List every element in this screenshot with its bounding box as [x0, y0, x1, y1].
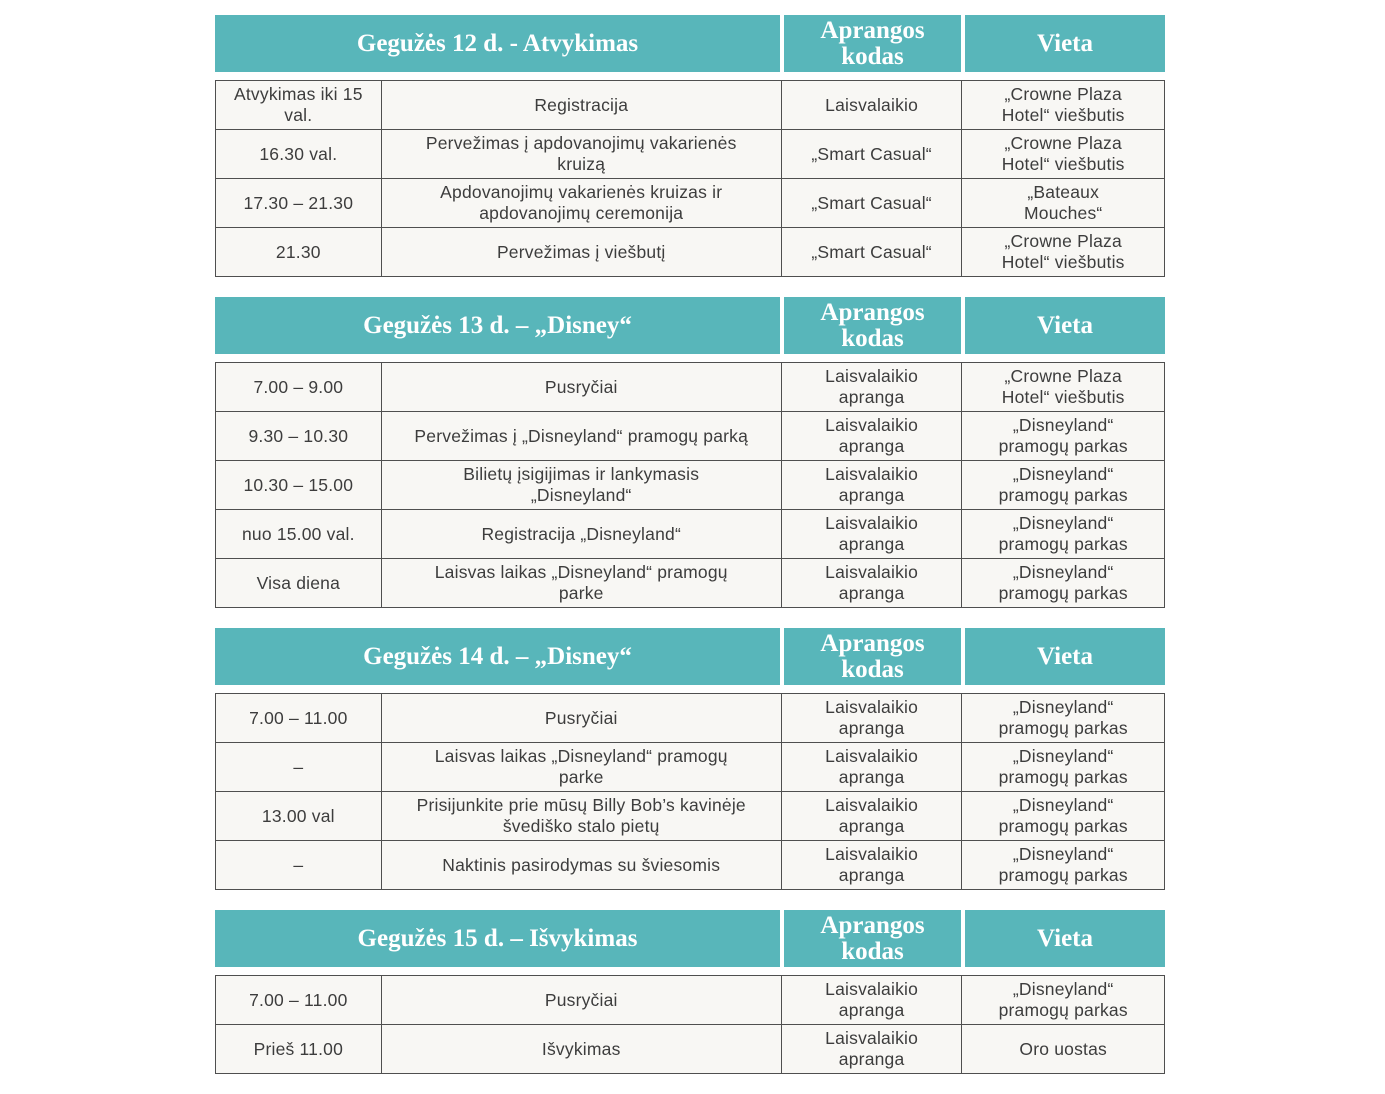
table-body	[215, 693, 1165, 890]
cell-activity: Apdovanojimų vakarienės kruizas ir apdovanojimų ceremonija	[381, 179, 781, 227]
table-title: Gegužės 12 d. - Atvykimas	[215, 15, 780, 72]
table-title: Gegužės 15 d. – Išvykimas	[215, 910, 780, 967]
table-row	[216, 363, 1164, 411]
cell-location: „Disneyland“ pramogų parkas	[961, 792, 1164, 840]
cell-activity: Prisijunkite prie mūsų Billy Bob’s kavinėje švediško stalo pietų	[381, 792, 781, 840]
cell-location: „Disneyland“ pramogų parkas	[961, 510, 1164, 558]
cell-location: „Disneyland“ pramogų parkas	[961, 841, 1164, 889]
cell-activity: Laisvas laikas „Disneyland“ pramogų parke	[381, 743, 781, 791]
cell-dress-code: Laisvalaikio apranga	[781, 510, 962, 558]
cell-dress-code: Laisvalaikio apranga	[781, 461, 962, 509]
cell-location: „Disneyland“ pramogų parkas	[961, 559, 1164, 607]
cell-activity: Pervežimas į „Disneyland“ pramogų parką	[381, 412, 781, 460]
table-row	[216, 460, 1164, 509]
cell-dress-code: Laisvalaikio apranga	[781, 792, 962, 840]
table-row	[216, 411, 1164, 460]
cell-time: 16.30 val.	[216, 130, 381, 178]
cell-dress-code: Laisvalaikio apranga	[781, 976, 962, 1024]
table-row	[216, 840, 1164, 889]
cell-time: 13.00 val	[216, 792, 381, 840]
cell-dress-code: Laisvalaikio apranga	[781, 743, 962, 791]
cell-location: „Disneyland“ pramogų parkas	[961, 461, 1164, 509]
cell-activity: Pusryčiai	[381, 363, 781, 411]
schedule-table	[215, 910, 1165, 1074]
cell-dress-code: „Smart Casual“	[781, 228, 962, 276]
table-body	[215, 362, 1165, 608]
cell-location: „Disneyland“ pramogų parkas	[961, 976, 1164, 1024]
cell-location: Oro uostas	[961, 1025, 1164, 1073]
schedule-table	[215, 297, 1165, 608]
cell-location: „Disneyland“ pramogų parkas	[961, 694, 1164, 742]
cell-dress-code: Laisvalaikio apranga	[781, 841, 962, 889]
cell-time: Visa diena	[216, 559, 381, 607]
cell-location: „Crowne Plaza Hotel“ viešbutis	[961, 363, 1164, 411]
cell-location: „Disneyland“ pramogų parkas	[961, 412, 1164, 460]
column-header-location: Vieta	[965, 297, 1165, 354]
table-body	[215, 80, 1165, 277]
cell-activity: Laisvas laikas „Disneyland“ pramogų parke	[381, 559, 781, 607]
cell-dress-code: Laisvalaikio	[781, 81, 962, 129]
cell-location: „Disneyland“ pramogų parkas	[961, 743, 1164, 791]
schedule-table	[215, 15, 1165, 277]
column-header-location: Vieta	[965, 15, 1165, 72]
cell-dress-code: „Smart Casual“	[781, 130, 962, 178]
table-row	[216, 81, 1164, 129]
cell-dress-code: Laisvalaikio apranga	[781, 412, 962, 460]
column-header-dress-code: Aprangos kodas	[784, 297, 961, 354]
column-header-dress-code: Aprangos kodas	[784, 910, 961, 967]
table-row	[216, 558, 1164, 607]
cell-dress-code: „Smart Casual“	[781, 179, 962, 227]
table-row	[216, 791, 1164, 840]
cell-dress-code: Laisvalaikio apranga	[781, 363, 962, 411]
cell-time: 7.00 – 9.00	[216, 363, 381, 411]
cell-activity: Registracija	[381, 81, 781, 129]
table-header-row	[215, 628, 1165, 685]
cell-time: –	[216, 743, 381, 791]
cell-location: „Crowne Plaza Hotel“ viešbutis	[961, 228, 1164, 276]
table-row	[216, 509, 1164, 558]
cell-time: Atvykimas iki 15 val.	[216, 81, 381, 129]
column-header-dress-code: Aprangos kodas	[784, 628, 961, 685]
cell-time: 7.00 – 11.00	[216, 694, 381, 742]
cell-time: 17.30 – 21.30	[216, 179, 381, 227]
cell-dress-code: Laisvalaikio apranga	[781, 559, 962, 607]
cell-activity: Išvykimas	[381, 1025, 781, 1073]
cell-time: 21.30	[216, 228, 381, 276]
table-header-row	[215, 15, 1165, 72]
table-row	[216, 976, 1164, 1024]
table-row	[216, 742, 1164, 791]
table-title: Gegužės 13 d. – „Disney“	[215, 297, 780, 354]
table-row	[216, 1024, 1164, 1073]
table-body	[215, 975, 1165, 1074]
cell-activity: Pusryčiai	[381, 694, 781, 742]
cell-time: –	[216, 841, 381, 889]
table-row	[216, 694, 1164, 742]
cell-time: Prieš 11.00	[216, 1025, 381, 1073]
cell-dress-code: Laisvalaikio apranga	[781, 694, 962, 742]
cell-location: „Crowne Plaza Hotel“ viešbutis	[961, 130, 1164, 178]
cell-time: 10.30 – 15.00	[216, 461, 381, 509]
cell-activity: Naktinis pasirodymas su šviesomis	[381, 841, 781, 889]
table-title: Gegužės 14 d. – „Disney“	[215, 628, 780, 685]
schedule-document	[215, 15, 1165, 1094]
table-header-row	[215, 297, 1165, 354]
cell-dress-code: Laisvalaikio apranga	[781, 1025, 962, 1073]
cell-time: 7.00 – 11.00	[216, 976, 381, 1024]
cell-activity: Pervežimas į apdovanojimų vakarienės kruizą	[381, 130, 781, 178]
cell-location: „Bateaux Mouches“	[961, 179, 1164, 227]
column-header-location: Vieta	[965, 628, 1165, 685]
cell-location: „Crowne Plaza Hotel“ viešbutis	[961, 81, 1164, 129]
cell-time: 9.30 – 10.30	[216, 412, 381, 460]
column-header-location: Vieta	[965, 910, 1165, 967]
table-row	[216, 129, 1164, 178]
cell-activity: Registracija „Disneyland“	[381, 510, 781, 558]
cell-time: nuo 15.00 val.	[216, 510, 381, 558]
cell-activity: Pusryčiai	[381, 976, 781, 1024]
table-row	[216, 227, 1164, 276]
schedule-table	[215, 628, 1165, 890]
table-header-row	[215, 910, 1165, 967]
cell-activity: Pervežimas į viešbutį	[381, 228, 781, 276]
cell-activity: Bilietų įsigijimas ir lankymasis „Disneyland“	[381, 461, 781, 509]
table-row	[216, 178, 1164, 227]
column-header-dress-code: Aprangos kodas	[784, 15, 961, 72]
